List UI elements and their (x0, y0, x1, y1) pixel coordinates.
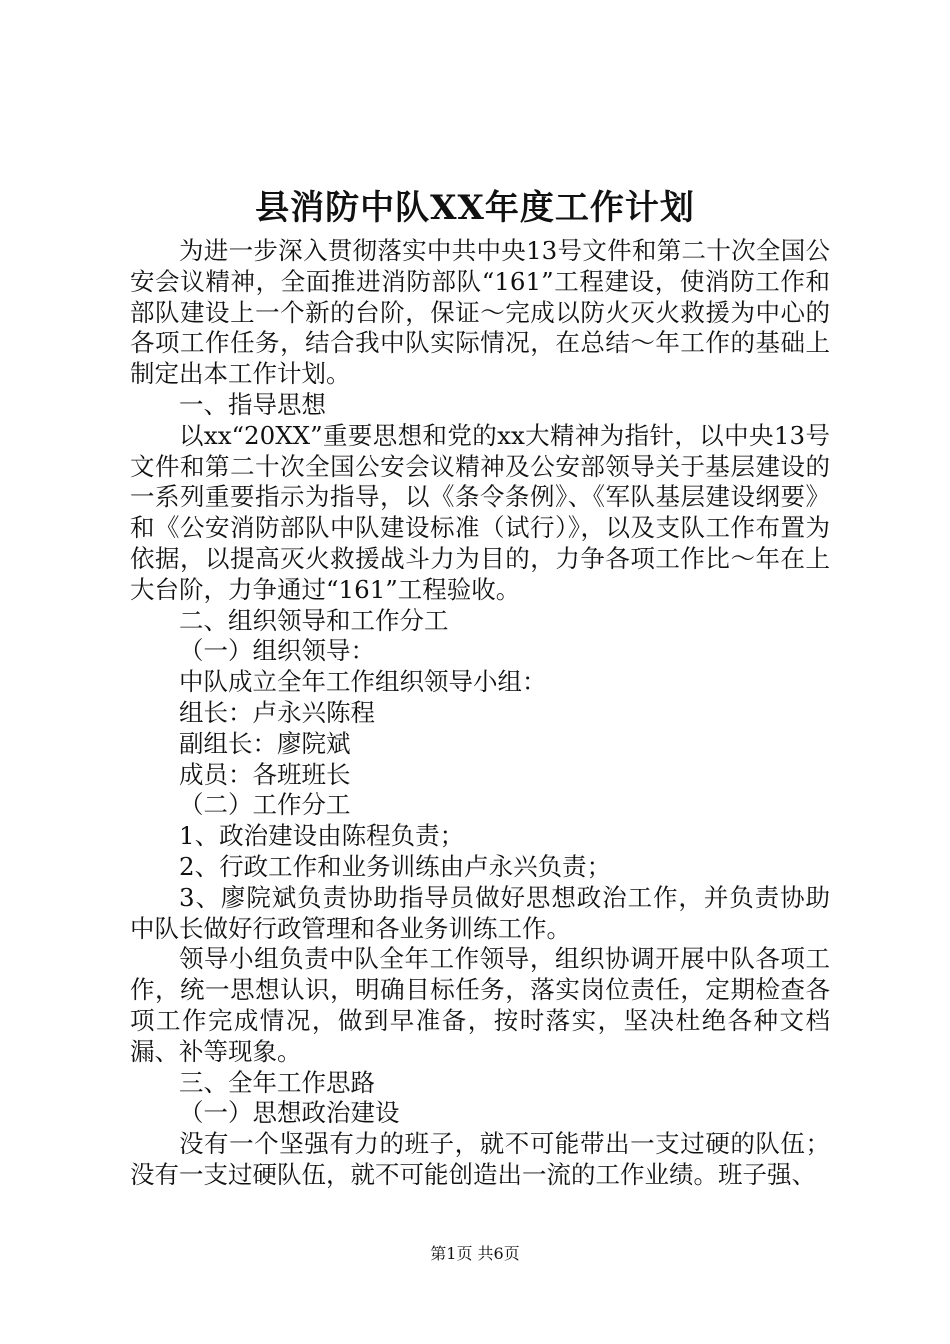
division-item-3: 3、廖院斌负责协助指导员做好思想政治工作，并负责协助中队长做好行政管理和各业务训练工作。 (130, 882, 830, 943)
subsection-heading-division: （二）工作分工 (179, 790, 351, 820)
political-paragraph: 没有一个坚强有力的班子，就不可能带出一支过硬的队伍；没有一支过硬队伍，就不可能创造出一流的工作业绩。班子强、 (130, 1129, 830, 1189)
guiding-thought-paragraph: 以xx“20XX”重要思想和党的xx大精神为指针，以中央13号文件和第二十次全国公安会议精神及公安部领导关于基层建设的一系列重要指示为指导，以《条令条例》、《军队基层建设纲要》和《公安消防部队中队建设标准（试行）》，以及支队工作布置为依据，以提高灭火救援战斗力为目的，力争各项工作比～年在上大台阶，力争通过“161”工程验收。 (130, 420, 830, 604)
section-heading-organization: 二、组织领导和工作分工 (179, 605, 449, 635)
document-body (130, 236, 830, 1191)
deputy-leader-line: 副组长：廖院斌 (179, 728, 351, 758)
leadership-group-line: 中队成立全年工作组织领导小组： (179, 667, 547, 697)
leadership-duty-paragraph: 领导小组负责中队全年工作领导，组织协调开展中队各项工作，统一思想认识，明确目标任务，落实岗位责任，定期检查各项工作完成情况，做到早准备，按时落实，坚决杜绝各种文档漏、补等现象。 (130, 944, 830, 1066)
document-title: 县消防中队XX年度工作计划 (255, 188, 695, 228)
page-footer: 第1页 共6页 (430, 1244, 520, 1263)
subsection-heading-leadership: （一）组织领导： (179, 636, 375, 666)
division-item-1: 1、政治建设由陈程负责； (179, 821, 465, 851)
subsection-heading-political: （一）思想政治建设 (179, 1098, 400, 1128)
members-line: 成员：各班班长 (179, 759, 351, 789)
division-item-2: 2、行政工作和业务训练由卢永兴负责； (179, 851, 612, 881)
intro-paragraph: 为进一步深入贯彻落实中共中央13号文件和第二十次全国公安会议精神，全面推进消防部队“161”工程建设，使消防工作和部队建设上一个新的台阶，保证～完成以防火灭火救援为中心的各项工作任务，结合我中队实际情况，在总结～年工作的基础上制定出本工作计划。 (130, 236, 830, 389)
section-heading-guiding-thought: 一、指导思想 (179, 389, 326, 419)
section-heading-work-ideas: 三、全年工作思路 (179, 1067, 375, 1097)
group-leader-line: 组长：卢永兴陈程 (179, 697, 375, 727)
